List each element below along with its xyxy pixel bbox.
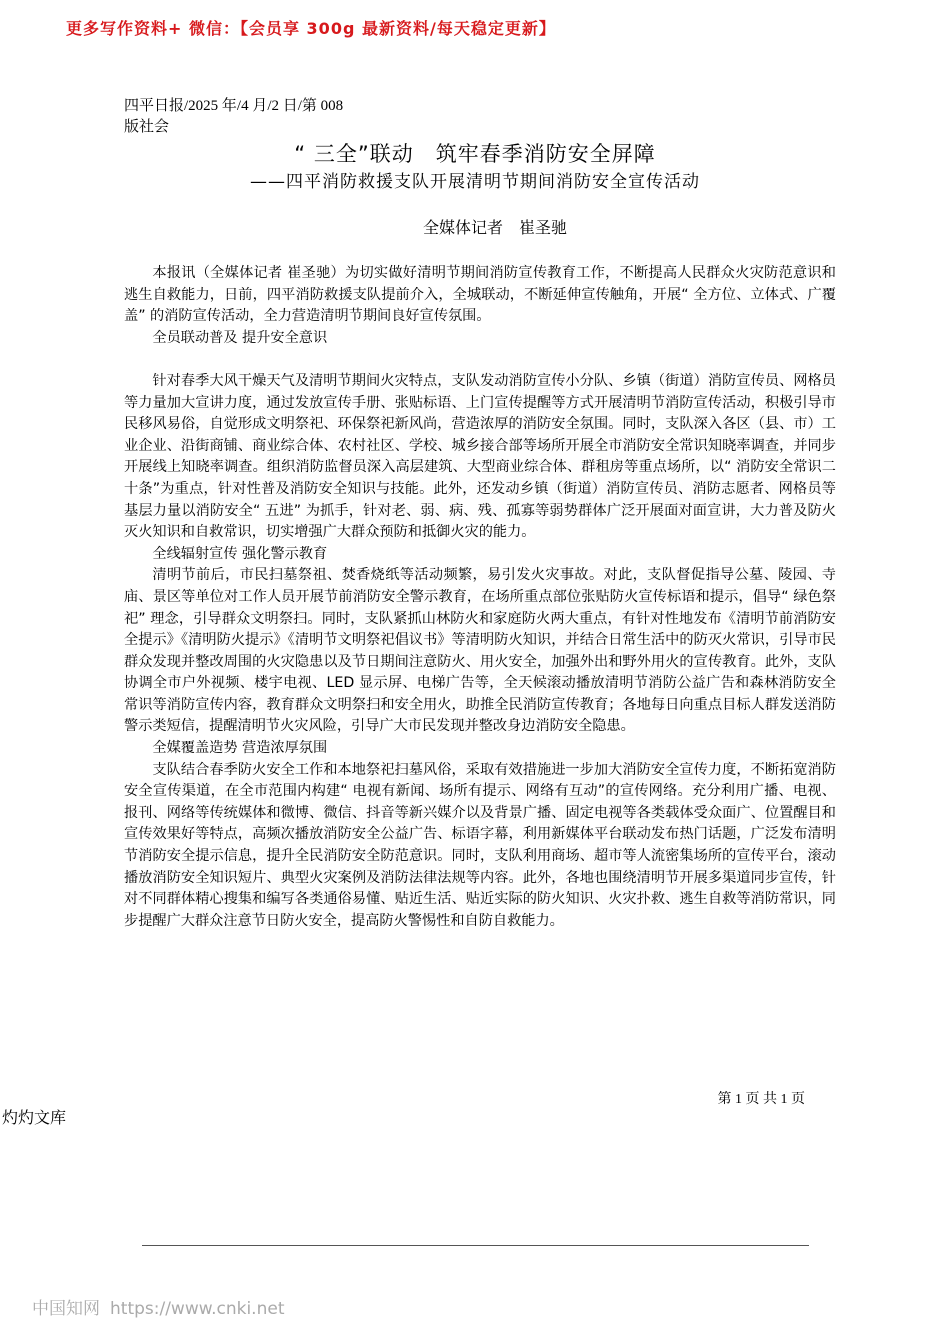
footer-divider <box>142 1245 809 1246</box>
page-number: 第 1 页 共 1 页 <box>717 1092 805 1107</box>
article-byline: 全媒体记者 崔圣驰 <box>422 218 567 237</box>
meta-line-2: 版社会 <box>124 119 170 135</box>
footer-watermark <box>32 1294 284 1319</box>
article-title: “ 三全”联动 筑牢春季消防安全屏障 <box>294 142 656 166</box>
section-heading-3: 全媒覆盖造势 营造浓厚氛围 <box>152 740 328 757</box>
paragraph-section-1: 针对春季大风干燥天气及清明节期间火灾特点，支队发动消防宣传小分队、乡镇（街道）消防宣传员、网格员等力量加大宣讲力度，通过发放宣传手册、张贴标语、上门宣传提醒等方式开展清明节消防宣传活动，积极引导市民移风易俗，自觉形成文明祭祀、环保祭祀新风尚，营造浓厚的消防安全氛围。同时，支队深入各区（县、市）工业企业、沿街商铺、商业综合体、农村社区、学校、城乡接合部等场所开展全市消防安全常识知晓率调查，并同步开展线上知晓率调查。组织消防监督员深入高层建筑、大型商业综合体、群租房等重点场所，以“ 消防安全常识二十条”为重点，针对性普及消防安全知识与技能。此外，还发动乡镇（街道）消防宣传员、消防志愿者、网格员等基层力量以消防安全“ 五进” 为抓手，针对老、弱、病、残、孤寡等弱势群体广泛开展面对面宣讲，大力普及防火灭火知识和自救常识，切实增强广大群众预防和抵御火灾的能力。 <box>124 372 836 541</box>
section-heading-1: 全员联动普及 提升安全意识 <box>152 329 328 346</box>
footer-site-name: 中国知网 <box>32 1299 100 1319</box>
promo-banner: 更多写作资料+ 微信：【会员享 300g 最新资料/每天稳定更新】 <box>66 19 556 38</box>
footer-url: https://www.cnki.net <box>110 1299 285 1319</box>
paragraph-lead: 本报讯（全媒体记者 崔圣驰）为切实做好清明节期间消防宣传教育工作，不断提高人民群众火灾防范意识和逃生自救能力，日前，四平消防救援支队提前介入，全城联动，不断延伸宣传触角，开展“ 全方位、立体式、广覆盖” 的消防宣传活动，全力营造清明节期间良好宣传氛围。 <box>124 265 836 325</box>
paragraph-section-3: 支队结合春季防火安全工作和本地祭祀扫墓风俗，采取有效措施进一步加大消防安全宣传力度，不断拓宽消防安全宣传渠道，在全市范围内构建“ 电视有新闻、场所有提示、网络有互动”的宣传网络。充分利用广播、电视、报刊、网络等传统媒体和微博、微信、抖音等新兴媒介以及背景广播、固定电视等各类载体受众面广、位置醒目和宣传效果好等特点，高频次播放消防安全公益广告、标语字幕，利用新媒体平台联动发布热门话题，广泛发布清明节消防安全提示信息，提升全民消防安全防范意识。同时，支队利用商场、超市等人流密集场所的宣传平台，滚动播放消防安全知识短片、典型火灾案例及消防法律法规等内容。此外，各地也围绕清明节开展多渠道同步宣传，针对不同群体精心搜集和编写各类通俗易懂、贴近生活、贴近实际的防火知识、火灾扑救、逃生自救等消防常识，同步提醒广大群众注意节日防火安全，提高防火警惕性和自防自救能力。 <box>124 761 836 929</box>
section-heading-2: 全线辐射宣传 强化警示教育 <box>152 545 328 562</box>
paragraph-section-2: 清明节前后，市民扫墓祭祖、焚香烧纸等活动频繁，易引发火灾事故。对此，支队督促指导公墓、陵园、寺庙、景区等单位对工作人员开展节前消防安全警示教育，在场所重点部位张贴防火宣传标语和提示，倡导“ 绿色祭祀” 理念，引导群众文明祭扫。同时，支队紧抓山林防火和家庭防火两大重点，有针对性地发布《清明节前消防安全提示》《清明防火提示》《清明节文明祭祀倡议书》等清明防火知识，并结合日常生活中的防灭火常识，引导市民群众发现并整改周围的火灾隐患以及节日期间注意防火、用火安全，加强外出和野外用火的宣传教育。此外，支队协调全市户外视频、楼宇电视、LED 显示屏、电梯广告等，全天候滚动播放清明节消防公益广告和森林消防安全常识等消防宣传内容，教育群众文明祭扫和安全用火，助推全民消防宣传教育；各地每日向重点目标人群发送消防警示类短信，提醒清明节火灾风险，引导广大市民发现并整改身边消防安全隐患。 <box>124 567 836 735</box>
library-label: 灼灼文库 <box>2 1108 67 1127</box>
article-body <box>124 263 836 932</box>
publication-meta <box>124 96 343 138</box>
article-subtitle: ——四平消防救援支队开展清明节期间消防安全宣传活动 <box>250 172 700 192</box>
meta-line-1: 四平日报/2025 年/4 月/2 日/第 008 <box>124 98 344 114</box>
